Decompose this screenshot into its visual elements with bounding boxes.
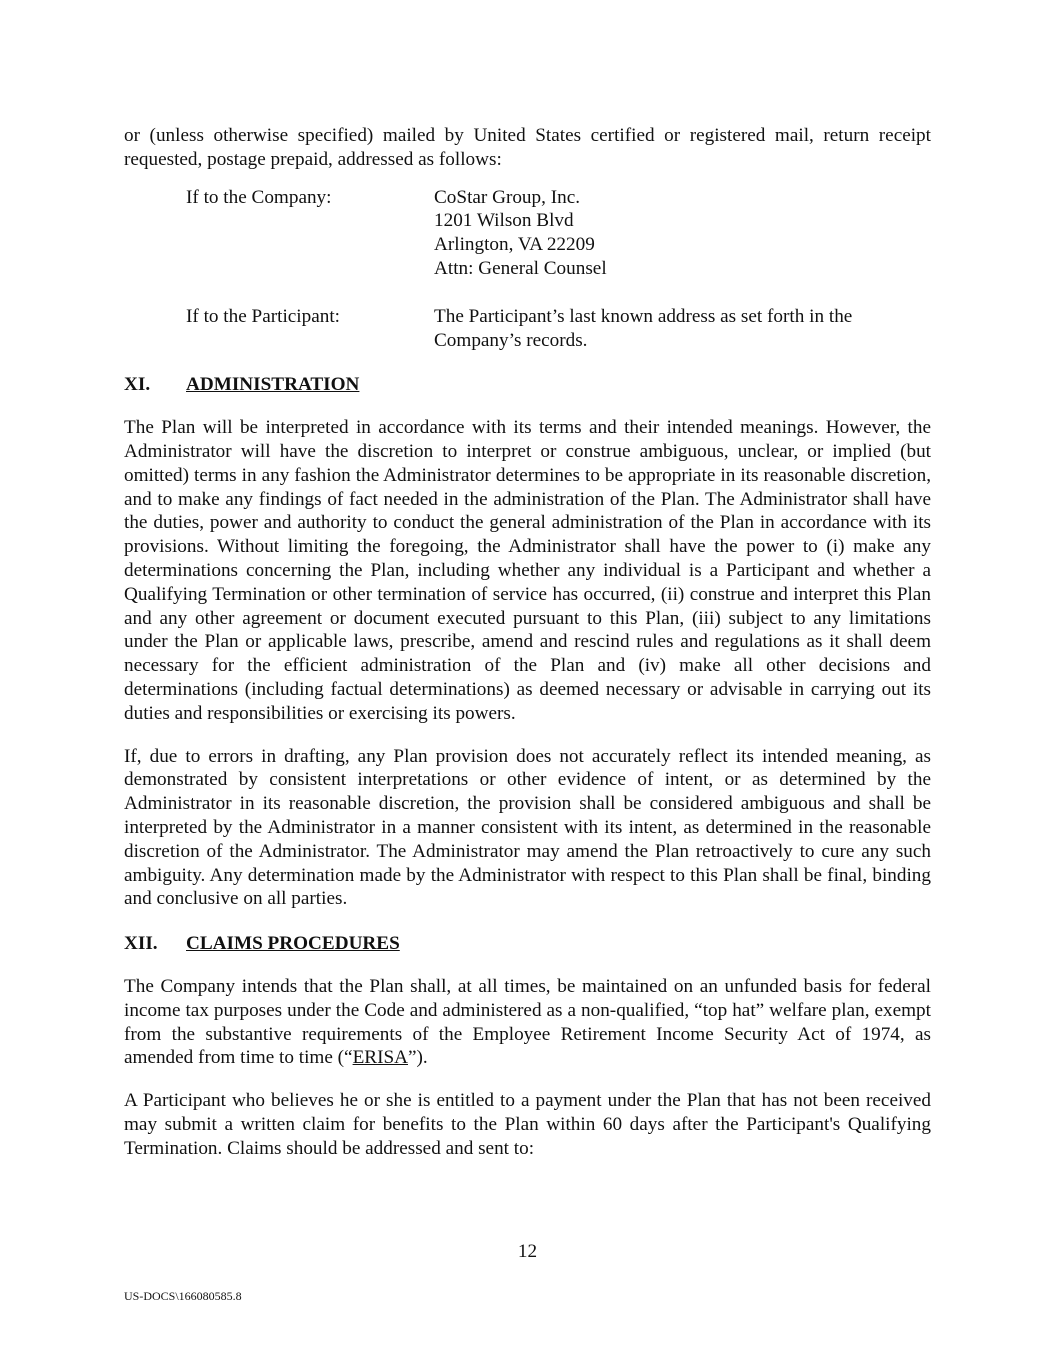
claims-paragraph-1-text: The Company intends that the Plan shall, at all times, be maintained on an unfunded basis for federal income tax purposes under the Code and administered as a non-qualified, “top hat” welfare plan, exempt from the substantive requirements of the Employee Retirement Income Security Act of 1974, as amended from time to time (“ xyxy=(124,975,931,1069)
company-address-line: Arlington, VA 22209 xyxy=(434,234,595,256)
participant-address-row xyxy=(186,305,931,353)
company-address-line: Attn: General Counsel xyxy=(434,257,607,279)
administration-paragraph-1: The Plan will be interpreted in accordance with its terms and their intended meanings. However, the Administrator will have the discretion to interpret or construe ambiguous, unclear, or implied (but omitted) terms in any fashion the Administrator determines to be appropriate in its reasonable discretion, and to make any findings of fact needed in the administration of the Plan. The Administrator shall have the duties, power and authority to conduct the general administration of the Plan in accordance with its provisions. Without limiting the foregoing, the Administrator shall have the power to (i) make any determinations concerning the Plan, including whether any individual is a Participant and whether a Qualifying Termination or other termination of service has occurred, (ii) construe and interpret this Plan and any other agreement or document executed pursuant to this Plan, (iii) subject to any limitations under the Plan or applicable laws, prescribe, amend and rescind rules and regulations as it shall deem necessary for the efficient administration of the Plan and (iv) make all other decisions and determinations (including factual determinations) as deemed necessary or advisable in carrying out its duties and responsibilities or exercising its powers. xyxy=(124,417,931,724)
section-title: ADMINISTRATION xyxy=(186,374,360,396)
document-page xyxy=(124,124,931,1160)
company-label: If to the Company: xyxy=(186,186,332,208)
section-heading-administration xyxy=(124,373,931,397)
claims-paragraph-2: A Participant who believes he or she is entitled to a payment under the Plan that has not been received may submit a written claim for benefits to the Plan within 60 days after the Participant's Qualifying Termination. Claims should be addressed and sent to: xyxy=(124,1090,931,1159)
participant-address: The Participant’s last known address as set forth in the Company’s records. xyxy=(434,305,853,351)
section-number: XII. xyxy=(124,933,158,955)
defined-term-erisa: ERISA xyxy=(352,1047,409,1069)
company-address-row xyxy=(186,186,931,281)
participant-label: If to the Participant: xyxy=(186,305,340,327)
section-heading-claims-procedures xyxy=(124,932,931,956)
administration-paragraph-2: If, due to errors in drafting, any Plan provision does not accurately reflect its intended meaning, as demonstrated by consistent interpretations or other evidence of intent, or as determined by the Administrator in its reasonable discretion, the provision shall be considered ambiguous and shall be interpreted by the Administrator in a manner consistent with its intent, as determined in the reasonable discretion of the Administrator. The Administrator may amend the Plan retroactively to cure any such ambiguity. Any determination made by the Administrator with respect to this Plan shall be final, binding and conclusive on all parties. xyxy=(124,745,931,910)
section-number: XI. xyxy=(124,374,151,396)
document-id: US-DOCS\166080585.8 xyxy=(124,1289,242,1303)
claims-paragraph-1-end: ”). xyxy=(408,1047,428,1069)
address-block xyxy=(186,186,931,353)
claims-paragraph-1 xyxy=(124,975,931,1070)
company-address-line: CoStar Group, Inc. xyxy=(434,186,581,208)
section-title: CLAIMS PROCEDURES xyxy=(186,933,400,955)
company-address xyxy=(434,186,931,281)
intro-paragraph: or (unless otherwise specified) mailed by United States certified or registered mail, return receipt requested, postage prepaid, addressed as follows: xyxy=(124,125,931,170)
company-address-line: 1201 Wilson Blvd xyxy=(434,210,574,232)
page-number: 12 xyxy=(517,1241,538,1262)
